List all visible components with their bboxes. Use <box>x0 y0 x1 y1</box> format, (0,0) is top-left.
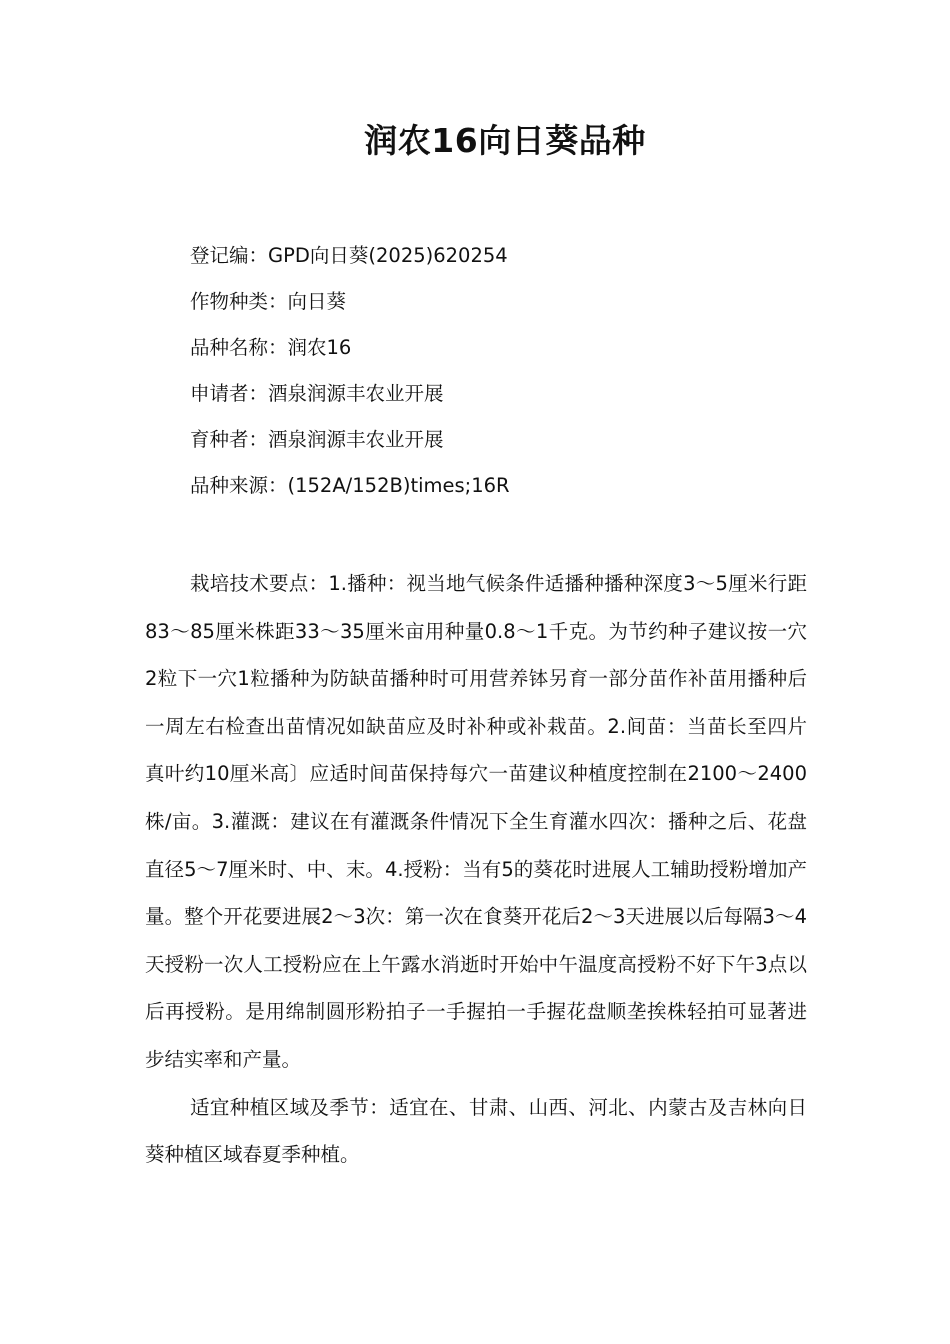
variety-source-label: 品种来源： <box>190 474 288 497</box>
applicant-value: 酒泉润源丰农业开展 <box>268 382 444 405</box>
breeder-value: 酒泉润源丰农业开展 <box>268 428 444 451</box>
applicant-row <box>190 371 830 417</box>
registration-number-row <box>190 233 830 279</box>
applicant-label: 申请者： <box>190 382 269 405</box>
suitable-region-paragraph: 适宜种植区域及季节：适宜在、甘肃、山西、河北、内蒙古及吉林向日葵种植区域春夏季种植。 <box>145 1095 807 1167</box>
crop-type-row <box>190 279 830 325</box>
document-body <box>145 560 807 1179</box>
crop-type-value: 向日葵 <box>287 290 347 313</box>
registration-number-value: GPD向日葵(2025)620254 <box>268 244 508 267</box>
document-title: 润农16向日葵品种 <box>364 121 646 160</box>
breeder-label: 育种者： <box>190 428 269 451</box>
registration-number-label: 登记编： <box>190 244 269 267</box>
cultivation-techniques-paragraph: 栽培技术要点：1.播种：视当地气候条件适播种播种深度3～5厘米行距83～85厘米株距33～35厘米亩用种量0.8～1千克。为节约种子建议按一穴2粒下一穴1粒播种为防缺苗播种时可用营养钵另育一部分苗作补苗用播种后一周左右检查出苗情况如缺苗应及时补种或补栽苗。2.间苗：当苗长至四片真叶约10厘米高〕应适时间苗保持每穴一苗建议种植度控制在2100～2400株/亩。3.灌溉：建议在有灌溉条件情况下全生育灌水四次：播种之后、花盘直径5～7厘米时、中、末。4.授粉：当有5的葵花时进展人工辅助授粉增加产量。整个开花要进展2～3次：第一次在食葵开花后2～3天进展以后每隔3～4天授粉一次人工授粉应在上午露水消逝时开始中午温度高授粉不好下午3点以后再授粉。是用绵制圆形粉拍子一手握拍一手握花盘顺垄挨株轻拍可显著进步结实率和产量。 <box>145 572 807 1071</box>
registration-info <box>190 233 830 509</box>
variety-name-value: 润农16 <box>287 336 352 359</box>
breeder-row <box>190 417 830 463</box>
variety-source-row <box>190 463 830 509</box>
variety-name-label: 品种名称： <box>190 336 288 359</box>
variety-name-row <box>190 325 830 371</box>
variety-source-value: (152A/152B)times;16R <box>287 474 510 497</box>
crop-type-label: 作物种类： <box>190 290 288 313</box>
